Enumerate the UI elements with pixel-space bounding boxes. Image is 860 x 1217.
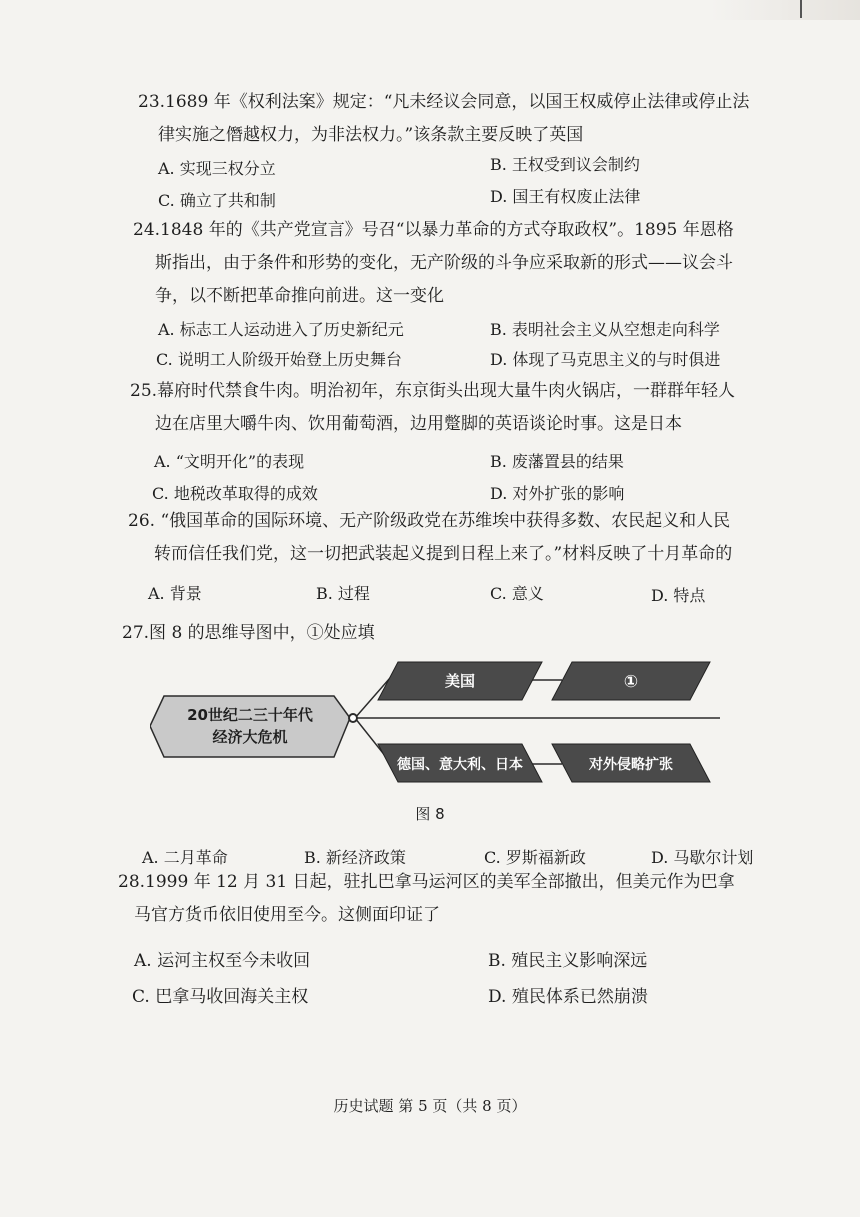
question-stem bbox=[0, 505, 860, 571]
options bbox=[0, 441, 860, 505]
stem-line: 26. “俄国革命的国际环境、无产阶级政党在苏维埃中获得多数、农民起义和人民 bbox=[128, 511, 731, 531]
stem-line: 23.1689 年《权利法案》规定：“凡未经议会同意，以国王权威停止法律或停止法 bbox=[138, 92, 750, 112]
stem-line: 马官方货币依旧使用至今。这侧面印证了 bbox=[134, 905, 440, 925]
question-24 bbox=[0, 214, 860, 377]
options bbox=[0, 152, 860, 216]
root-junction bbox=[349, 714, 357, 722]
option-b[interactable]: B. 王权受到议会制约 bbox=[490, 155, 640, 174]
stem-line: 25.幕府时代禁食牛肉。明治初年，东京街头出现大量牛肉火锅店，一群群年轻人 bbox=[130, 381, 736, 401]
option-c[interactable]: C. 地税改革取得的成效 bbox=[152, 484, 318, 503]
stem-line: 28.1999 年 12 月 31 日起，驻扎巴拿马运河区的美军全部撤出，但美元作为巴拿 bbox=[118, 872, 735, 892]
option-a[interactable]: A. 背景 bbox=[148, 584, 202, 603]
option-b[interactable]: B. 废藩置县的结果 bbox=[490, 452, 624, 471]
stem-line: 边在店里大嚼牛肉、饮用葡萄酒，边用蹩脚的英语谈论时事。这是日本 bbox=[155, 414, 682, 434]
stem-line: 转而信任我们党，这一切把武装起义提到日程上来了。”材料反映了十月革命的 bbox=[154, 544, 733, 564]
question-stem bbox=[0, 617, 860, 650]
stem-line: 24.1848 年的《共产党宣言》号召“以暴力革命的方式夺取政权”。1895 年恩格 bbox=[133, 220, 734, 240]
option-d[interactable]: D. 马歇尔计划 bbox=[651, 848, 754, 867]
root-label-line2: 经济大危机 bbox=[212, 728, 288, 746]
node-germany-italy-japan-label: 德国、意大利、日本 bbox=[397, 757, 523, 773]
question-28 bbox=[0, 866, 860, 1008]
option-c[interactable]: C. 确立了共和制 bbox=[158, 191, 276, 210]
question-26 bbox=[0, 505, 860, 605]
options bbox=[0, 313, 860, 377]
option-d[interactable]: D. 对外扩张的影响 bbox=[490, 484, 625, 503]
node-aggression-label: 对外侵略扩张 bbox=[589, 757, 673, 773]
question-stem bbox=[0, 375, 860, 441]
option-a[interactable]: A. 实现三权分立 bbox=[158, 159, 276, 178]
option-b[interactable]: B. 表明社会主义从空想走向科学 bbox=[490, 320, 720, 339]
option-c[interactable]: C. 罗斯福新政 bbox=[484, 848, 586, 867]
question-27 bbox=[0, 617, 860, 650]
option-d[interactable]: D. 殖民体系已然崩溃 bbox=[488, 987, 648, 1007]
mind-map-diagram bbox=[150, 652, 730, 802]
option-a[interactable]: A. 标志工人运动进入了历史新纪元 bbox=[158, 320, 404, 339]
question-stem bbox=[0, 866, 860, 932]
figure-caption: 图 8 bbox=[415, 805, 445, 823]
option-b[interactable]: B. 新经济政策 bbox=[304, 848, 406, 867]
stem-line: 争，以不断把革命推向前进。这一变化 bbox=[155, 286, 444, 306]
option-b[interactable]: B. 殖民主义影响深远 bbox=[488, 951, 648, 971]
option-d[interactable]: D. 特点 bbox=[651, 586, 706, 605]
question-stem bbox=[0, 214, 860, 313]
options bbox=[0, 932, 860, 1008]
stem-line: 27.图 8 的思维导图中，①处应填 bbox=[122, 623, 375, 643]
stem-line: 律实施之僭越权力，为非法权力。”该条款主要反映了英国 bbox=[158, 125, 584, 145]
options bbox=[0, 571, 860, 605]
node-blank-1-label: ① bbox=[623, 672, 639, 692]
option-a[interactable]: A. “文明开化”的表现 bbox=[154, 452, 305, 471]
root-label-line1: 20世纪二三十年代 bbox=[187, 706, 313, 724]
option-c[interactable]: C. 说明工人阶级开始登上历史舞台 bbox=[156, 350, 402, 369]
option-c[interactable]: C. 巴拿马收回海关主权 bbox=[132, 987, 309, 1007]
option-c[interactable]: C. 意义 bbox=[490, 584, 544, 603]
question-23 bbox=[0, 86, 860, 216]
question-stem bbox=[0, 86, 860, 152]
option-d[interactable]: D. 国王有权废止法律 bbox=[490, 187, 641, 206]
option-d[interactable]: D. 体现了马克思主义的与时俱进 bbox=[490, 350, 721, 369]
node-usa-label: 美国 bbox=[444, 672, 476, 690]
option-a[interactable]: A. 二月革命 bbox=[142, 848, 228, 867]
option-b[interactable]: B. 过程 bbox=[316, 584, 370, 603]
question-25 bbox=[0, 375, 860, 505]
stem-line: 斯指出，由于条件和形势的变化，无产阶级的斗争应采取新的形式——议会斗 bbox=[155, 253, 733, 273]
page-footer: 历史试题 第 5 页（共 8 页） bbox=[333, 1097, 527, 1115]
option-a[interactable]: A. 运河主权至今未收回 bbox=[134, 951, 311, 971]
